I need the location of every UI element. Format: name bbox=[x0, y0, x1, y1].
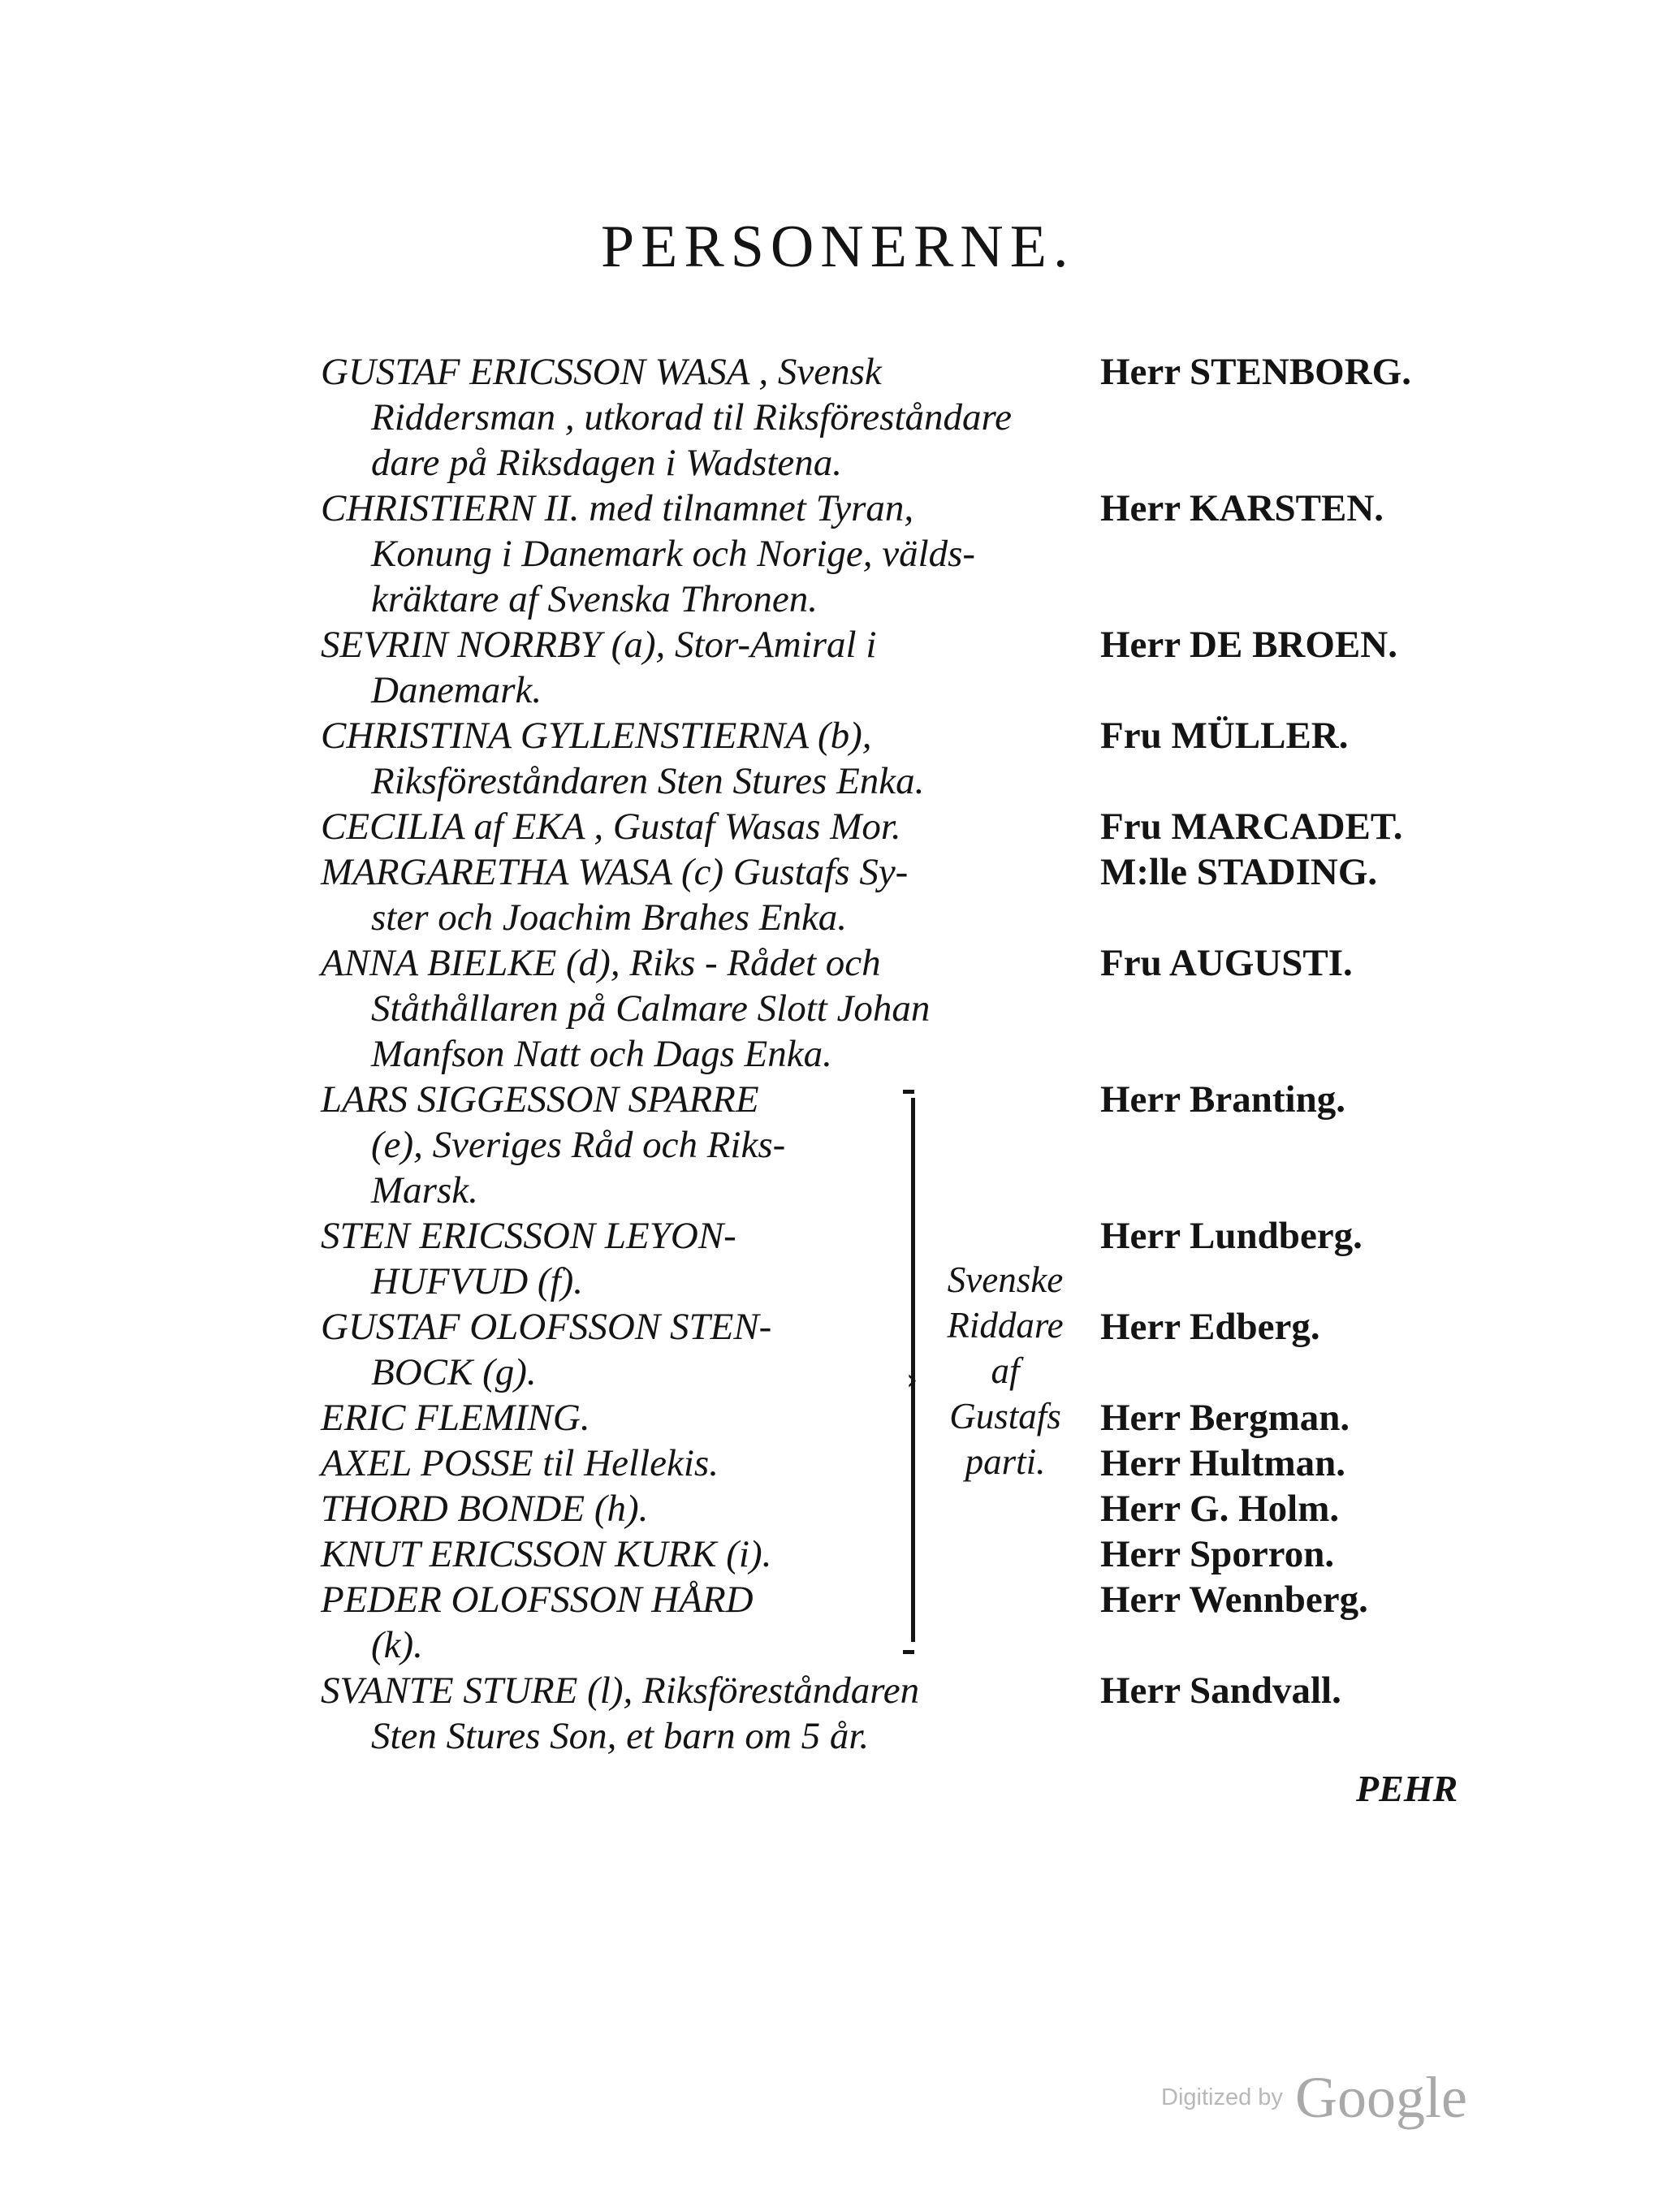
role-line: THORD BONDE (h). bbox=[321, 1488, 649, 1530]
role-line: Konung i Danemark och Norige, välds- bbox=[371, 533, 976, 575]
role-cecilia-af-eka bbox=[321, 804, 1092, 849]
actor-edberg: Herr Edberg. bbox=[1100, 1306, 1320, 1348]
digitized-by-text: Digitized by bbox=[1161, 2084, 1283, 2110]
role-line: (e), Sveriges Råd och Riks- bbox=[371, 1124, 786, 1166]
role-christiern bbox=[321, 486, 1092, 622]
page-title: PERSONERNE. bbox=[601, 214, 1075, 280]
role-line: SVANTE STURE (l), Riksföreståndaren bbox=[321, 1670, 920, 1712]
role-christina-gyllenstierna bbox=[321, 713, 1092, 804]
group-label-line: af bbox=[991, 1350, 1020, 1391]
role-thord-bonde bbox=[321, 1486, 1092, 1531]
role-svante-sture bbox=[321, 1668, 1092, 1759]
catchword: PEHR bbox=[1356, 1768, 1458, 1809]
role-line: CHRISTINA GYLLENSTIERNA (b), bbox=[321, 715, 872, 757]
role-line: ANNA BIELKE (d), Riks - Rådet och bbox=[321, 942, 881, 984]
role-line: KNUT ERICSSON KURK (i). bbox=[321, 1533, 772, 1575]
role-anna-bielke bbox=[321, 940, 1092, 1077]
role-line: Riddersman , utkorad til Riksföreståndare bbox=[371, 396, 1012, 438]
role-knut-kurk bbox=[321, 1531, 1092, 1577]
role-line: Sten Stures Son, et barn om 5 år. bbox=[371, 1715, 870, 1757]
role-line: dare på Riksdagen i Wadstena. bbox=[371, 442, 843, 484]
role-margaretha-wasa bbox=[321, 849, 1092, 940]
actor-de-broen: Herr DE BROEN. bbox=[1100, 624, 1397, 666]
role-line: Ståthållaren på Calmare Slott Johan bbox=[371, 987, 931, 1030]
role-lars-sparre bbox=[321, 1077, 1092, 1213]
actor-sandvall: Herr Sandvall. bbox=[1100, 1670, 1341, 1712]
actor-muller: Fru MÜLLER. bbox=[1100, 715, 1349, 757]
actor-branting: Herr Branting. bbox=[1100, 1078, 1345, 1121]
role-line: GUSTAF OLOFSSON STEN- bbox=[321, 1306, 772, 1348]
role-line: LARS SIGGESSON SPARRE bbox=[321, 1078, 759, 1121]
actor-hultman: Herr Hultman. bbox=[1100, 1442, 1345, 1484]
role-line: Manfson Natt och Dags Enka. bbox=[371, 1033, 832, 1075]
role-sevrin-norrby bbox=[321, 622, 1092, 713]
group-label-line: Riddare bbox=[947, 1305, 1064, 1346]
actor-wennberg: Herr Wennberg. bbox=[1100, 1579, 1368, 1621]
role-line: kräktare af Svenska Thronen. bbox=[371, 578, 818, 620]
google-logo: Google bbox=[1295, 2065, 1467, 2130]
knights-group-label bbox=[924, 1257, 1086, 1484]
role-line: Riksföreståndaren Sten Stures Enka. bbox=[371, 760, 925, 802]
group-label-line: parti. bbox=[965, 1441, 1046, 1482]
actor-bergman: Herr Bergman. bbox=[1100, 1397, 1350, 1439]
role-line: MARGARETHA WASA (c) Gustafs Sy- bbox=[321, 851, 909, 893]
role-line: PEDER OLOFSSON HÅRD bbox=[321, 1579, 754, 1621]
role-line: (k). bbox=[371, 1624, 423, 1666]
role-line: AXEL POSSE til Hellekis. bbox=[321, 1442, 719, 1484]
role-line: ster och Joachim Brahes Enka. bbox=[371, 896, 848, 939]
role-line: CECILIA af EKA , Gustaf Wasas Mor. bbox=[321, 806, 901, 848]
role-peder-hard bbox=[321, 1577, 1092, 1668]
role-line: GUSTAF ERICSSON WASA , Svensk bbox=[321, 351, 882, 393]
role-gustaf-wasa bbox=[321, 349, 1092, 486]
actor-g-holm: Herr G. Holm. bbox=[1100, 1488, 1340, 1530]
actor-stenborg: Herr STENBORG. bbox=[1100, 351, 1411, 393]
role-line: CHRISTIERN II. med tilnamnet Tyran, bbox=[321, 487, 914, 529]
actor-stading: M:lle STADING. bbox=[1100, 851, 1378, 893]
digitized-watermark bbox=[1161, 2064, 1467, 2132]
role-line: Danemark. bbox=[371, 669, 542, 711]
role-line: ERIC FLEMING. bbox=[321, 1397, 590, 1439]
actor-karsten: Herr KARSTEN. bbox=[1100, 487, 1384, 529]
group-label-line: Svenske bbox=[947, 1259, 1064, 1300]
brace-point: › bbox=[906, 1363, 918, 1397]
group-label-line: Gustafs bbox=[949, 1396, 1061, 1436]
role-line: STEN ERICSSON LEYON- bbox=[321, 1215, 736, 1257]
role-line: Marsk. bbox=[371, 1169, 478, 1212]
actor-marcadet: Fru MARCADET. bbox=[1100, 806, 1403, 848]
role-line: HUFVUD (f). bbox=[371, 1260, 584, 1302]
role-line: BOCK (g). bbox=[371, 1351, 537, 1393]
brace-bottom bbox=[903, 1642, 914, 1654]
role-line: SEVRIN NORRBY (a), Stor-Amiral i bbox=[321, 624, 877, 666]
actor-lundberg: Herr Lundberg. bbox=[1100, 1215, 1363, 1257]
actor-augusti: Fru AUGUSTI. bbox=[1100, 942, 1353, 984]
actor-sporron: Herr Sporron. bbox=[1100, 1533, 1335, 1575]
